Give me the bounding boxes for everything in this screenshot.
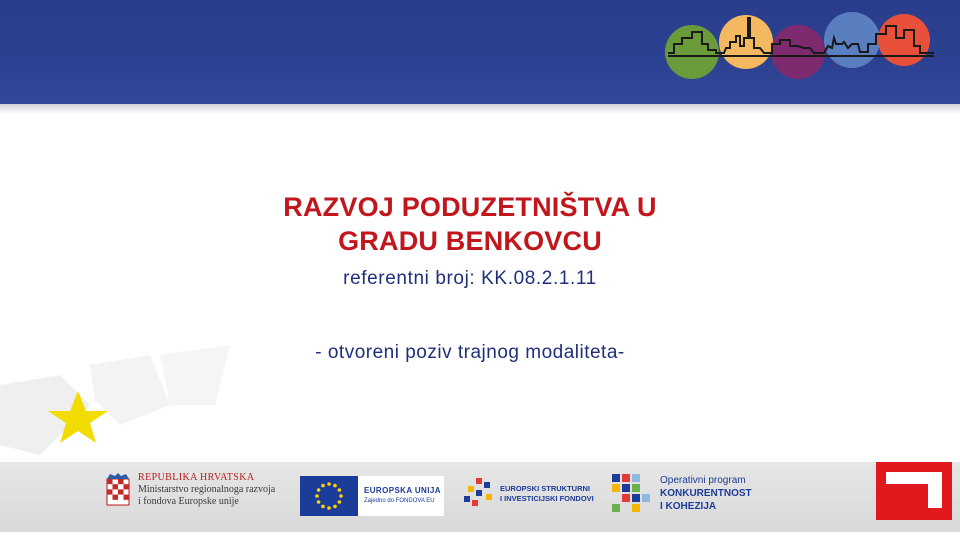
op-line-1: Operativni program [660,474,746,486]
esif-line-1: EUROPSKI STRUKTURNI [500,484,591,493]
op-line-3: I KOHEZIJA [660,500,717,512]
city-skyline-circles-logo [664,8,936,80]
croatian-coat-of-arms-icon [106,473,130,507]
op-mosaic-icon [610,472,652,514]
call-modality-note: - otvoreni poziv trajnog modaliteta- [315,342,625,363]
logo-circle-orange [719,15,773,69]
footer-logos [0,466,960,526]
esif-logo [462,476,594,512]
eu-logo [300,476,444,516]
esif-squares-icon [462,476,498,512]
operational-programme-logo [610,472,752,514]
reference-number: referentni broj: KK.08.2.1.11 [343,268,597,289]
page-title [160,190,780,258]
header-shadow [0,104,960,114]
eu-flag-icon [300,476,358,516]
logo-circle-blue [824,12,880,68]
title-block [160,190,780,364]
croatia-ministry-logo [106,472,275,508]
croatia-line-2: Ministarstvo regionalnoga razvoja [138,484,276,495]
red-corner-logo [876,462,952,520]
title-line-2: GRADU BENKOVCU [338,226,602,256]
esif-line-2: I INVESTICIJSKI FONDOVI [500,494,594,503]
logo-circle-red [878,14,930,66]
eu-line-1: EUROPSKA UNIJA [364,486,441,495]
op-line-2: KONKURENTNOST [660,487,752,499]
croatia-line-1: REPUBLIKA HRVATSKA [138,472,255,483]
eu-line-2: Zajedno do FONDOVA EU [364,498,435,504]
croatia-line-3: i fondova Europske unije [138,496,239,507]
title-line-1: RAZVOJ PODUZETNIŠTVA U [283,192,657,222]
